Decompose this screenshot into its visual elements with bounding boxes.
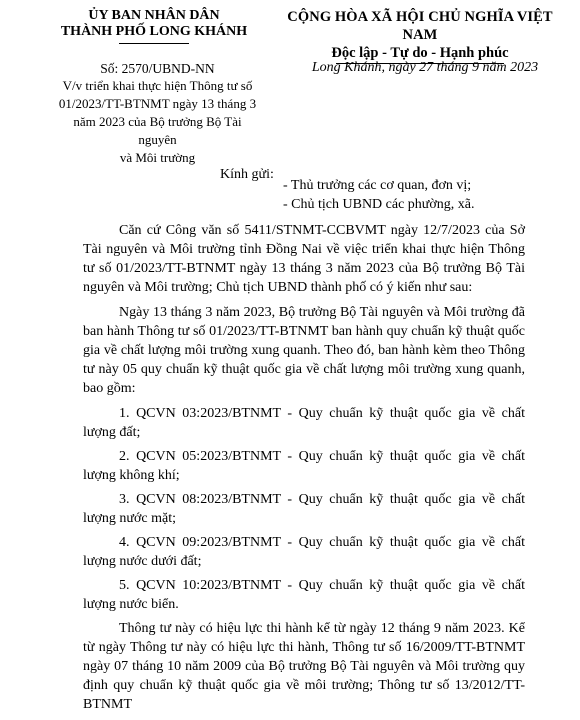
document-number: Số: 2570/UBND-NN: [100, 61, 215, 76]
body-paragraph: Thông tư này có hiệu lực thi hành kể từ ngày 12 tháng 9 năm 2023. Kể từ ngày Thông tư này có hiệu lực thi hành, Thông tư số 16/2009/TT-BTNMT ngày 07 tháng 10 năm 2009 của Bộ trưởng Bộ Tài nguyên và Môi trường quy định quy chuẩn kỹ thuật quốc gia về môi trường; Thông tư số 13/2012/TT-BTNMT: [83, 621, 525, 712]
nation-name: CỘNG HÒA XÃ HỘI CHỦ NGHĨA VIỆT NAM: [287, 9, 553, 43]
issuing-agency: [48, 8, 260, 44]
recipient-item: - Thủ trưởng các cơ quan, đơn vị;: [283, 178, 472, 193]
subject-line: và Môi trường: [119, 150, 196, 165]
standard-list-item: 4. QCVN 09:2023/BTNMT - Quy chuẩn kỹ thuật quốc gia về chất lượng nước dưới đất;: [83, 535, 525, 569]
national-motto: Độc lập - Tự do - Hạnh phúc: [331, 45, 509, 61]
national-header: [270, 8, 570, 64]
subject-line: V/v triển khai thực hiện Thông tư số: [62, 78, 253, 93]
body-paragraph: Ngày 13 tháng 3 năm 2023, Bộ trưởng Bộ Tài nguyên và Môi trường đã ban hành Thông tư số 01/2023/TT-BTNMT ban hành quy chuẩn kỹ thuật quốc gia về chất lượng môi trường xung quanh. Theo đó, ban hành kèm theo Thông tư này 05 quy chuẩn kỹ thuật quốc gia về chất lượng môi trường xung quanh, bao gồm:: [83, 305, 525, 396]
standard-list-item: 3. QCVN 08:2023/BTNMT - Quy chuẩn kỹ thuật quốc gia về chất lượng nước mặt;: [83, 492, 525, 526]
subject-line: 01/2023/TT-BTNMT ngày 13 tháng 3: [58, 96, 257, 111]
recipients-label: Kính gửi:: [220, 167, 274, 182]
place-and-date: Long Khánh, ngày 27 tháng 9 năm 2023: [311, 60, 539, 75]
recipients-list: [283, 176, 475, 214]
standard-list-item: 5. QCVN 10:2023/BTNMT - Quy chuẩn kỹ thuật quốc gia về chất lượng nước biển.: [83, 578, 525, 612]
document-subject: [55, 77, 260, 167]
document-reference: [55, 60, 260, 167]
recipient-item: - Chủ tịch UBND các phường, xã.: [283, 197, 475, 212]
standard-list-item: 1. QCVN 03:2023/BTNMT - Quy chuẩn kỹ thuật quốc gia về chất lượng đất;: [83, 406, 525, 440]
subject-line: năm 2023 của Bộ trưởng Bộ Tài nguyên: [73, 114, 242, 147]
agency-underline: [119, 43, 189, 44]
agency-line-1: ỦY BAN NHÂN DÂN: [88, 8, 220, 23]
body-paragraph: Căn cứ Công văn số 5411/STNMT-CCBVMT ngày 12/7/2023 của Sở Tài nguyên và Môi trường tỉnh Đồng Nai về việc triển khai thực hiện Thông tư số 01/2023/TT-BTNMT ngày 13 tháng 3 năm 2023 của Bộ trưởng Bộ Tài nguyên và Môi trường; Chủ tịch UBND thành phố có ý kiến như sau:: [83, 223, 525, 295]
agency-line-2: THÀNH PHỐ LONG KHÁNH: [60, 24, 248, 39]
document-body: [83, 221, 525, 720]
standard-list-item: 2. QCVN 05:2023/BTNMT - Quy chuẩn kỹ thuật quốc gia về chất lượng không khí;: [83, 449, 525, 483]
